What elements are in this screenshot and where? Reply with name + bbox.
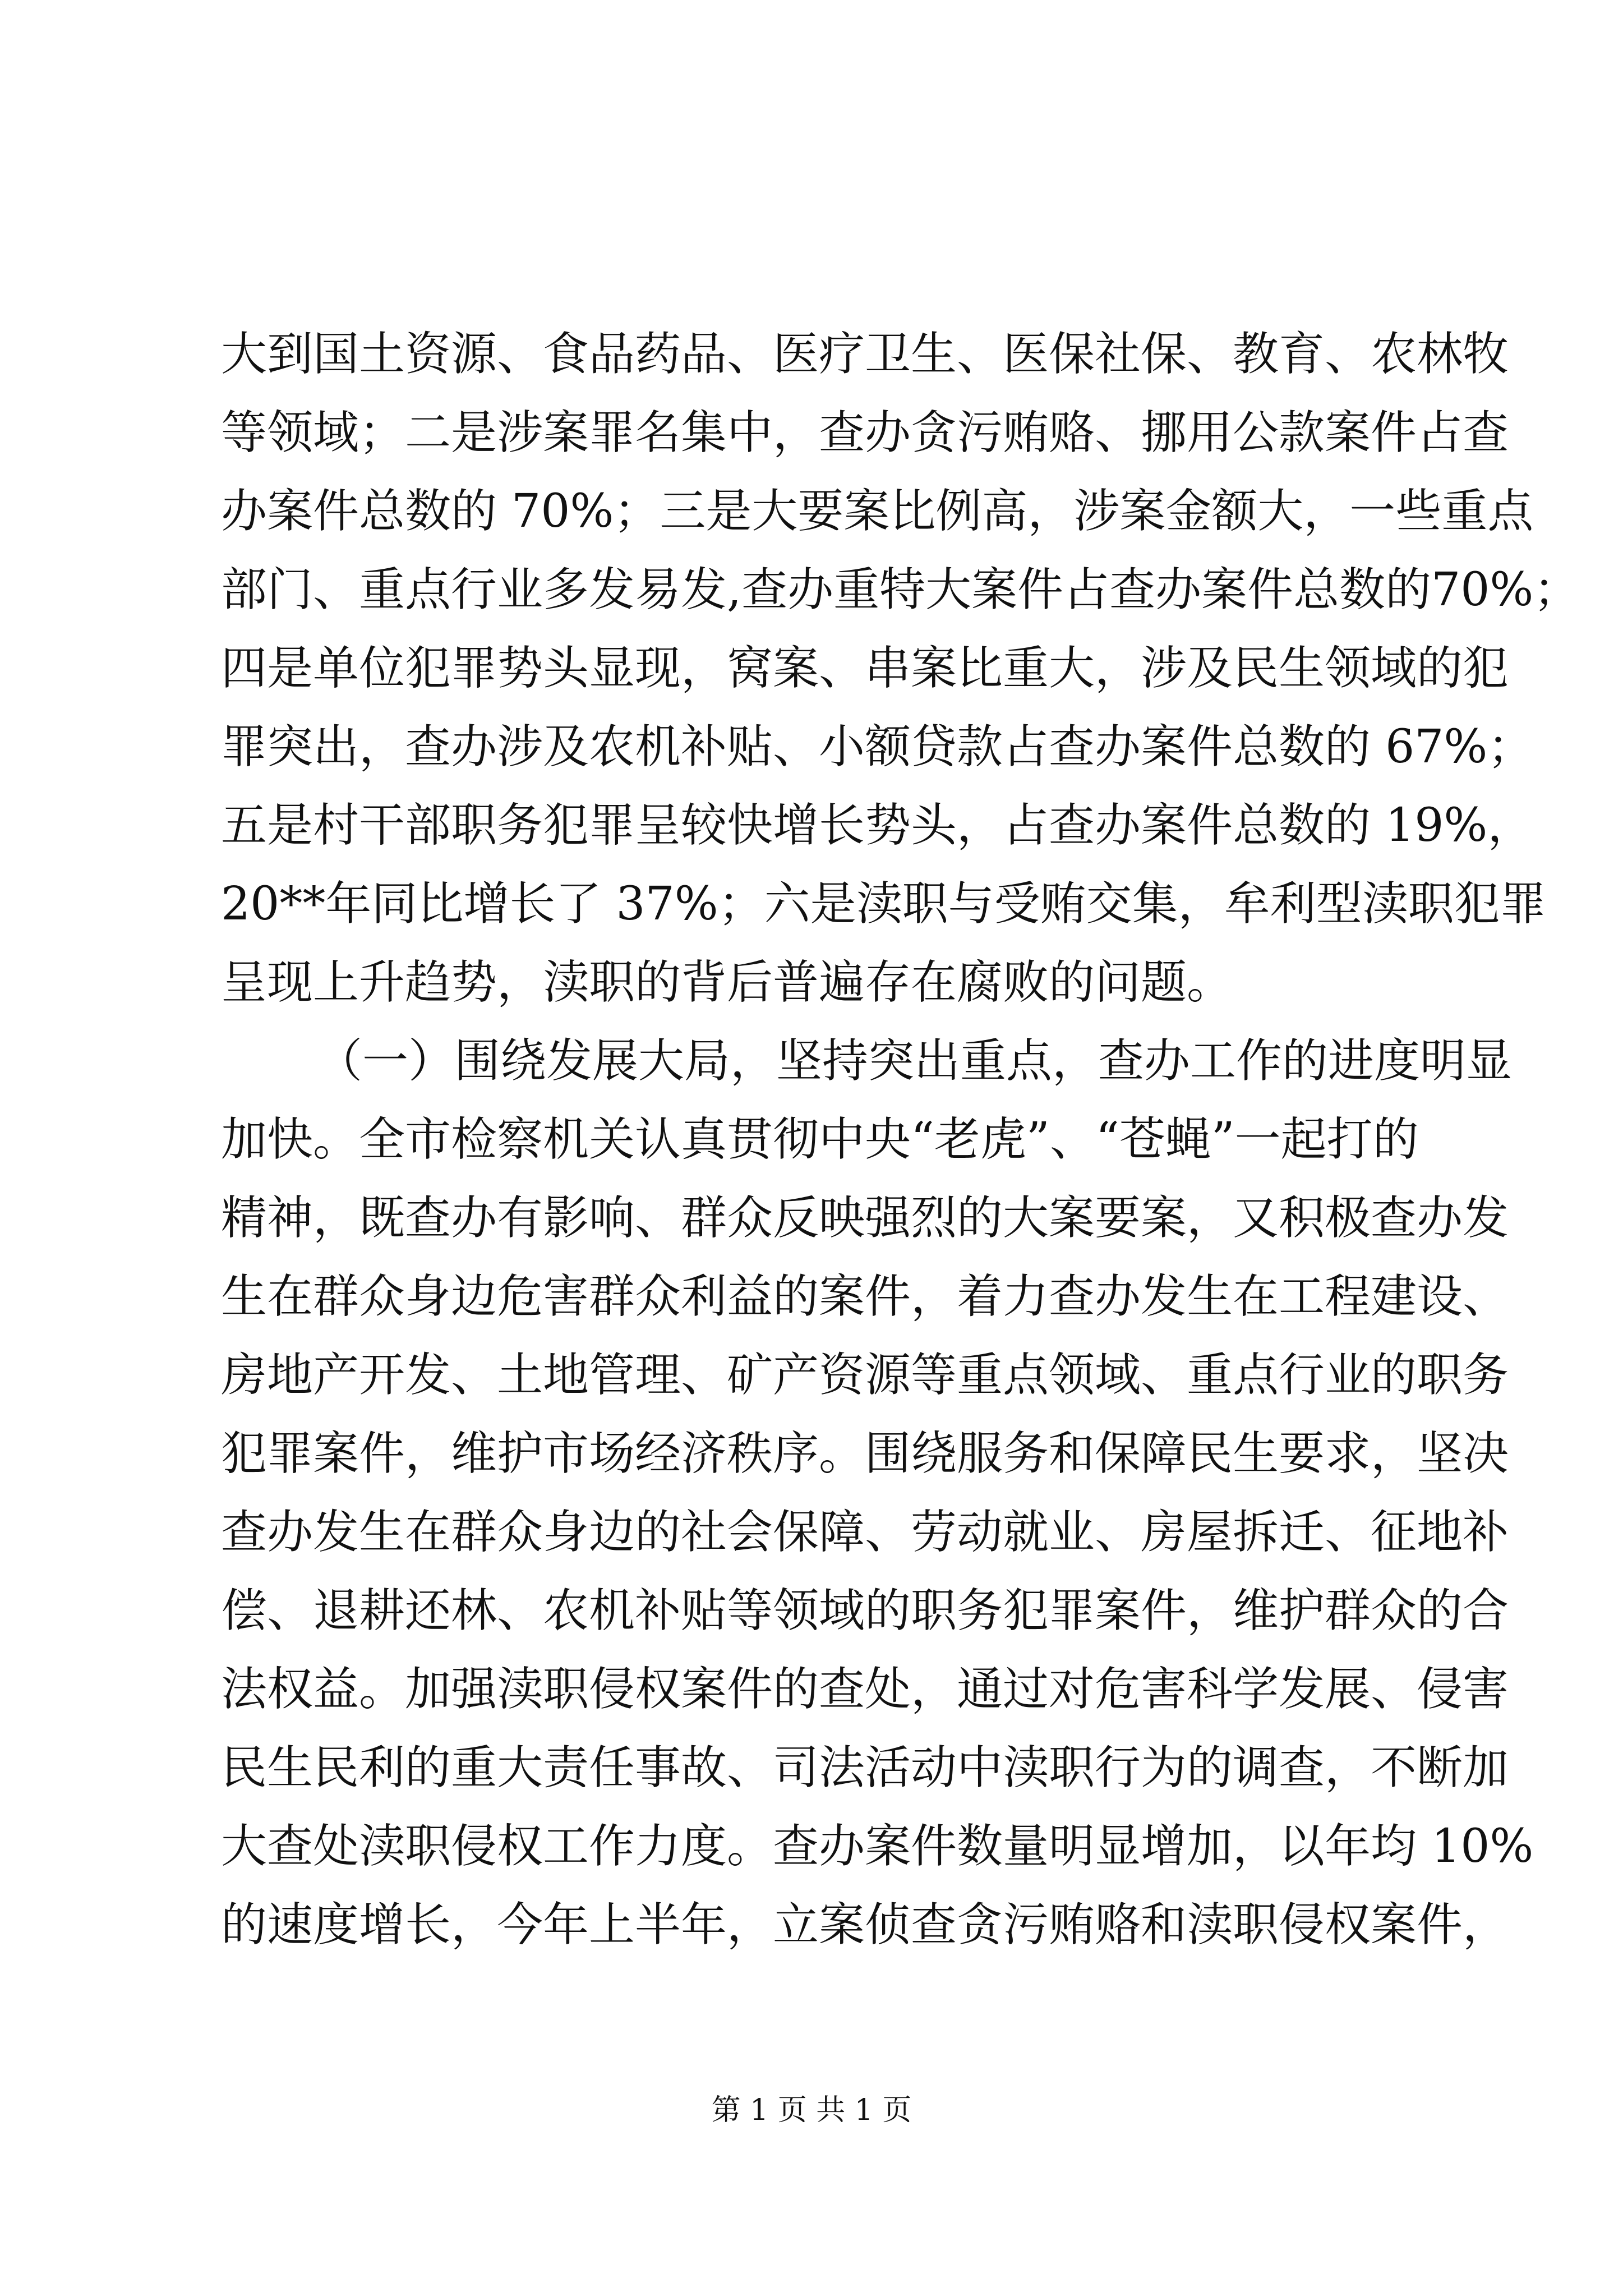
text-line: 犯罪案件，维护市场经济秩序。围绕服务和保障民生要求，坚决 [221,1427,1509,1480]
page-number-footer: 第 1 页 共 1 页 [711,2093,912,2127]
text-line: 查办发生在群众身边的社会保障、劳动就业、房屋拆迁、征地补 [221,1506,1509,1559]
text-line: 法权益。加强渎职侵权案件的查处，通过对危害科学发展、侵害 [221,1663,1509,1716]
text-line: 20**年同比增长了 37%；六是渎职与受贿交集，牟利型渎职犯罪 [221,877,1546,931]
text-line: 民生民利的重大责任事故、司法活动中渎职行为的调查，不断加 [221,1741,1509,1795]
text-line: 的速度增长，今年上半年，立案侦查贪污贿赂和渎职侵权案件， [221,1898,1509,1952]
text-line: 罪突出，查办涉及农机补贴、小额贷款占查办案件总数的 67%； [221,720,1534,774]
text-line: 大查处渎职侵权工作力度。查办案件数量明显增加，以年均 10% [221,1820,1534,1873]
text-line: 大到国土资源、食品药品、医疗卫生、医保社保、教育、农林牧 [221,328,1509,381]
text-line: 呈现上升趋势，渎职的背后普遍存在腐败的问题。 [221,956,1233,1009]
text-line: 偿、退耕还林、农机补贴等领域的职务犯罪案件，维护群众的合 [221,1584,1509,1637]
text-line: 等领域；二是涉案罪名集中，查办贪污贿赂、挪用公款案件占查 [221,406,1509,459]
text-line: 部门、重点行业多发易发,查办重特大案件占查办案件总数的70%； [221,563,1580,616]
text-line: 生在群众身边危害群众利益的案件，着力查办发生在工程建设、 [221,1270,1509,1323]
text-line: 四是单位犯罪势头显现，窝案、串案比重大，涉及民生领域的犯 [221,642,1509,695]
text-line: 五是村干部职务犯罪呈较快增长势头，占查办案件总数的 19%， [221,799,1534,852]
text-line: 办案件总数的 70%；三是大要案比例高，涉案金额大，一些重点 [221,485,1534,538]
text-line: 房地产开发、土地管理、矿产资源等重点领域、重点行业的职务 [221,1349,1509,1402]
section-heading-line: （一）围绕发展大局，坚持突出重点，查办工作的进度明显 [316,1034,1513,1088]
text-line: 精神，既查办有影响、群众反映强烈的大案要案，又积极查办发 [221,1191,1509,1245]
text-line: 加快。全市检察机关认真贯彻中央“老虎”、“苍蝇”一起打的 [221,1113,1419,1166]
